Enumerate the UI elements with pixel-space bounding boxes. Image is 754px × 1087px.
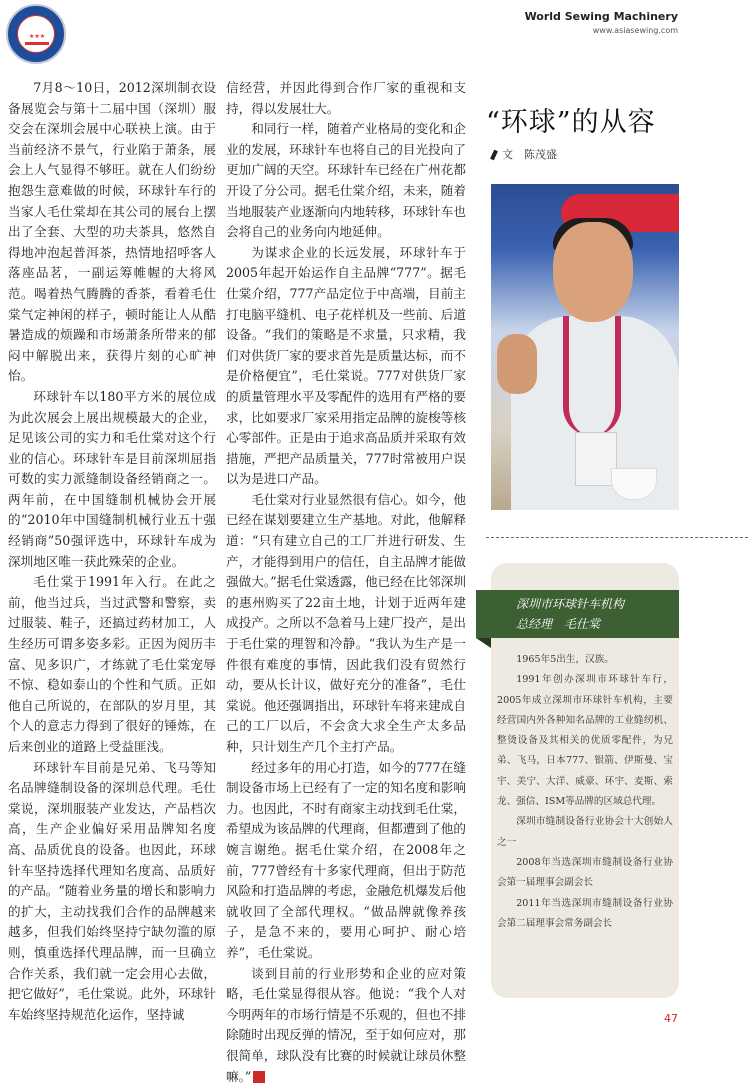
portrait-photo — [491, 184, 679, 510]
paragraph: 为谋求企业的长远发展，环球针车于2005年起开始运作自主品牌“777”。据毛仕棠介绍，777产品定位于中高端，目前主打电脑平缝机、电子花样机及一些前、后道设备。“我们的策略是不求量，只求精，我们对供货厂家的要求首先是质量达标，而不是价格便宜”，毛仕棠说。777对供货厂家的质量管理水平及零配件的选用有严格的要求，比如要求厂家采用指定品牌的旋梭等核心零部件。正是由于追求高品质并采取有效措施，严把产品质量关，777时常被用户误以为是进口产品。 — [226, 244, 466, 487]
paragraph — [226, 964, 466, 1087]
magazine-url: www.asiasewing.com — [592, 26, 678, 35]
paragraph: 环球针车以180平方米的展位成为此次展会上展出规模最大的企业，足见该公司的实力和毛仕棠对这个行业的信心。环球针车是目前深圳屈指可数的实力派缝制设备经销商之一。两年前，在中国缝制机械协会开展的“2010年中国缝制机械行业五十强经销商”50强评选中，环球针车成为深圳地区唯一获此殊荣的企业。 — [8, 388, 216, 569]
paragraph: 环球针车目前是兄弟、飞马等知名品牌缝制设备的深圳总代理。毛仕棠说，深圳服装产业发达，产品档次高，生产企业偏好采用品牌知名度高、品质优良的设备。也因此，环球针车坚持选择代理知名度高、品质好的产品。“随着业务量的增长和影响力的扩大，主动找我们合作的品牌越来越多，但我们始终坚持宁缺勿滥的原则，慎重选择代理品牌，而一旦确立合作关系，我们就一定会用心去做，把它做好”，毛仕棠说。此外，环球针车始终坚持规范化运作，坚持诚 — [8, 759, 216, 1022]
photo-thumbs-up-hand — [497, 334, 537, 394]
pen-icon — [490, 150, 498, 161]
profile-item: 深圳市缝制设备行业协会十大创始人之一 — [497, 816, 673, 848]
page-number: 47 — [664, 1012, 678, 1025]
paragraph: 7月8～10日，2012深圳制衣设备展览会与第十二届中国（深圳）服交会在深圳会展中心联袂上演。由于当前经济不景气，行业陷于萧条，展会上人气显得不够旺。就在人们纷纷抱怨生意难做的时候，环球针车行的当家人毛仕棠却在其公司的展台上摆出了全套、大型的功夫茶具，悠然自得地冲泡起普洱茶，热情地招呼客人落座品茗，一副运筹帷幄的大将风范。喝着热气腾腾的香茶，看着毛仕棠气定神闲的样子，顿时能让人从酷暑造成的烦躁和市场萧条所带来的郁闷中解脱出来，获得片刻的心旷神怡。 — [8, 80, 216, 384]
association-logo-icon — [6, 4, 66, 64]
paragraph: 毛仕棠于1991年入行。在此之前，他当过兵，当过武警和警察，卖过服装、鞋子，还搞过药材加工，人生经历可谓多姿多彩。正因为阅历丰富、见多识广，才练就了毛仕棠宠辱不惊、稳如泰山的个性和气质。正如他自己所说的，在部队的岁月里，其个人的意志力得到了很好的锤炼，在后来创业的道路上受益匪浅。 — [8, 574, 216, 754]
profile-item: 2011年当选深圳市缝制设备行业协会第二届理事会常务副会长 — [497, 897, 673, 929]
magazine-title: World Sewing Machinery — [524, 10, 678, 23]
logo-stars-icon: ★★★ — [29, 33, 46, 40]
ribbon-fold — [476, 638, 491, 648]
article-title: “环球”的从容 — [486, 107, 656, 138]
paragraph: 毛仕棠对行业显然很有信心。如今，他已经在谋划要建立生产基地。对此，他解释道：“只有建立自己的工厂并进行研发、生产，才能得到用户的信任，自主品牌才能做强做大。”据毛仕棠透露，他已经在比邻深圳的惠州购买了22亩土地，计划于近两年建成投产。之所以不急着马上建厂投产，是出于毛仕棠的理智和冷静。“我认为生产是一件很有难度的事情，因此我们没有贸然行动，要从长计议，做好充分的准备”，毛仕棠说。他还强调指出，环球针车将来建成自己的工厂以后，不会贪大求全生产太多品种，只计划生产几个主打产品。 — [226, 491, 466, 754]
byline — [492, 146, 557, 162]
logo-bar — [25, 42, 49, 45]
article-column-1 — [8, 78, 216, 1025]
paragraph: 信经营，并因此得到合作厂家的重视和支持，得以发展壮大。 — [226, 80, 466, 116]
byline-text: 文 陈茂盛 — [502, 148, 557, 161]
photo-face — [553, 222, 633, 322]
profile-item: 1965年5出生，汉族。 — [516, 654, 614, 665]
last-paragraph-text: 谈到目前的行业形势和企业的应对策略，毛仕棠显得很从容。他说：“我个人对今明两年的市场行情是不乐观的，但也不排除随时出现反弹的情况，至于如何应对，那很简单，球队没有比赛的时候就让球员休整嘛。” — [226, 965, 466, 1084]
profile-role: 总经理 毛仕棠 — [516, 617, 601, 631]
profile-item: 1991年创办深圳市环球针车行，2005年成立深圳市环球针车机构，主要经营国内外各种知名品牌的工业缝纫机、整烫设备及其相关的优质零配件，为兄弟、飞马，日本777、银箭、伊斯曼、宝宇、美宁、大洋、威豪、环宇、麦斯、索龙、强信、ISM等品牌的区域总代理。 — [497, 674, 673, 808]
profile-heading — [476, 590, 679, 638]
section-divider — [486, 537, 748, 538]
paragraph: 经过多年的用心打造，如今的777在缝制设备市场上已经有了一定的知名度和影响力。也因此，不时有商家主动找到毛仕棠，希望成为该品牌的代理商，但都遭到了他的婉言谢绝。据毛仕棠介绍，在2008年之前，777曾经有十多家代理商，但出于防范风险和打造品牌的考虑，金融危机爆发后他就收回了全部代理权。“做品牌就像养孩子，是急不来的，要用心呵护、耐心培养”，毛仕棠说。 — [226, 759, 466, 960]
paragraph: 和同行一样，随着产业格局的变化和企业的发展，环球针车也将自己的目光投向了更加广阔的天空。环球针车已经在广州花都开设了分公司。据毛仕棠介绍，未来，随着当地服装产业逐渐向内地转移，环球针车也会将自己的业务向内地延伸。 — [226, 121, 466, 240]
article-column-2 — [226, 78, 466, 1087]
magazine-header — [525, 10, 678, 35]
profile-text — [497, 650, 673, 934]
profile-company: 深圳市环球针车机构 — [516, 597, 625, 611]
logo-emblem — [17, 15, 55, 53]
photo-lanyard — [563, 316, 621, 436]
profile-item: 2008年当选深圳市缝制设备行业协会第一届理事会副会长 — [497, 856, 673, 889]
end-seal-icon — [253, 1071, 265, 1083]
